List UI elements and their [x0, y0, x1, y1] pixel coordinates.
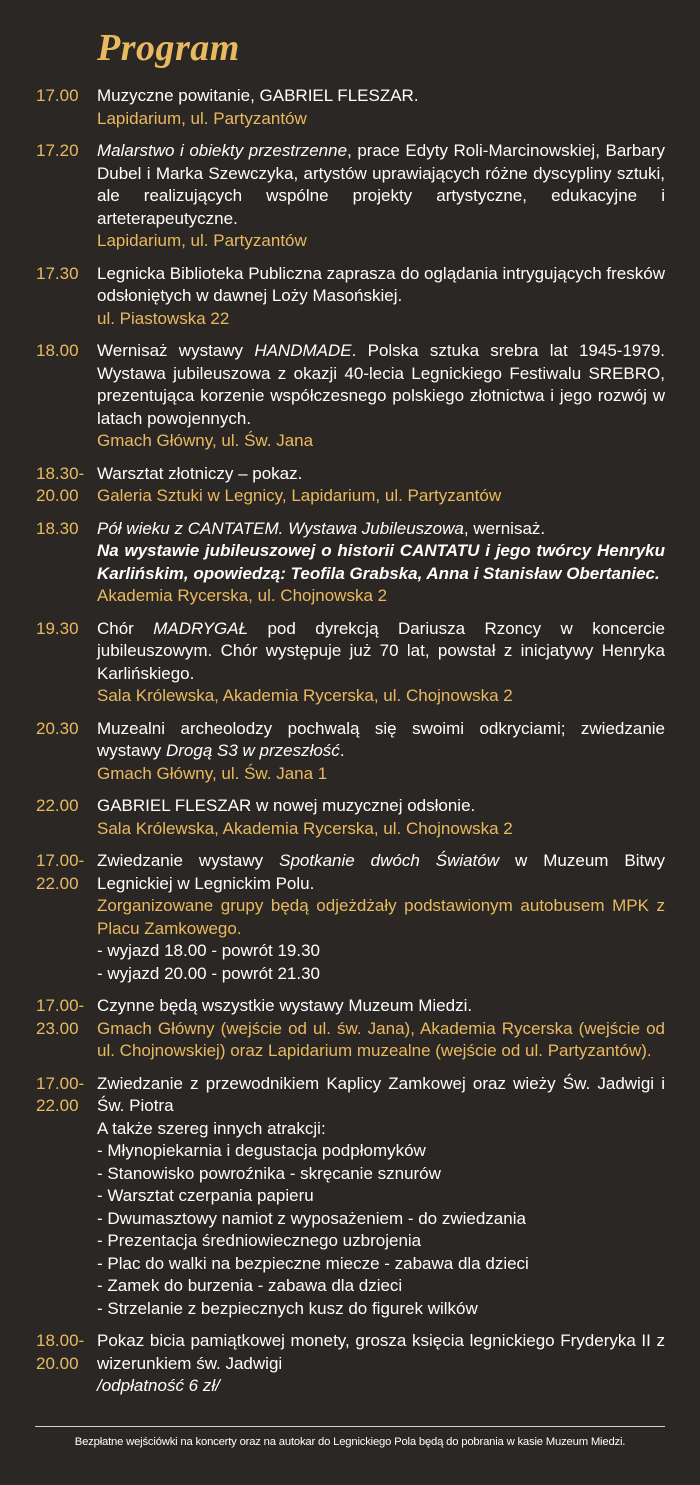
event-item — [0, 263, 700, 331]
event-item — [0, 518, 700, 608]
event-item — [0, 463, 700, 508]
event-location: Akademia Rycerska, ul. Chojnowska 2 — [97, 586, 388, 605]
event-description: Czynne będą wszystkie wystawy Muzeum Miedzi. — [97, 996, 473, 1015]
event-text: Chór — [97, 618, 154, 638]
event-time: 17.20 — [36, 141, 79, 160]
event-item — [0, 718, 700, 786]
event-time: 17.00- 22.00 — [36, 1073, 85, 1115]
event-item — [0, 995, 700, 1063]
event-item — [0, 618, 700, 708]
event-text: . — [339, 741, 345, 760]
event-time: 17.00 — [36, 86, 79, 105]
attraction-item: - Stanowisko powroźnika - skręcanie sznurów — [97, 1163, 441, 1183]
event-time: 19.30 — [36, 618, 79, 638]
attraction-item: - Warsztat czerpania papieru — [97, 1186, 314, 1205]
event-time: 22.00 — [36, 796, 79, 815]
event-description — [97, 618, 665, 686]
event-description: Warsztat złotniczy – pokaz. — [97, 463, 303, 483]
program-list — [0, 85, 700, 1408]
event-item — [0, 140, 700, 253]
event-description — [97, 518, 665, 541]
event-description — [97, 140, 665, 230]
event-location: Gmach Główny (wejście od ul. św. Jana), Akademia Rycerska (wejście od ul. Chojnowskiej) oraz Lapidarium muzealne (wejście od ul. Partyzantów). — [97, 1018, 665, 1060]
event-text: pod dyrekcją Dariusza Rzoncy w koncercie jubileuszowym. Chór występuje już 70 lat, powstał z inicjatywy Henryka Karlińskiego. — [97, 618, 665, 683]
event-location: Gmach Główny, ul. Św. Jana — [97, 431, 314, 450]
event-title-italic: HANDMADE — [254, 341, 352, 360]
attractions-intro: A także szereg innych atrakcji: — [97, 1118, 326, 1138]
event-location: Sala Królewska, Akademia Rycerska, ul. Chojnowska 2 — [97, 686, 513, 705]
event-text: . Polska sztuka srebra lat 1945-1979. Wystawa jubileuszowa z okazji 40-lecia Legnickiego Festiwalu SREBRO, prezentująca korzenie współczesnego polskiego złotnictwa i jego rozwój w latach powojennych. — [97, 341, 665, 428]
event-time: 18.30- 20.00 — [36, 463, 85, 505]
attraction-item: - Prezentacja średniowiecznego uzbrojenia — [97, 1231, 422, 1250]
attraction-item: - Plac do walki na bezpieczne miecze - zabawa dla dzieci — [97, 1253, 529, 1273]
event-item — [0, 795, 700, 840]
event-description: Muzyczne powitanie, GABRIEL FLESZAR. — [97, 86, 419, 105]
event-description: Zwiedzanie z przewodnikiem Kaplicy Zamkowej oraz wieży Św. Jadwigi i Św. Piotra — [97, 1073, 665, 1115]
event-title-italic: Drogą S3 w przeszłość — [165, 741, 340, 760]
event-text: Zwiedzanie wystawy — [97, 851, 280, 870]
attraction-item: - Dwumasztowy namiot z wyposażeniem - do zwiedzania — [97, 1208, 526, 1228]
event-item — [0, 1073, 700, 1321]
event-highlight: Na wystawie jubileuszowej o historii CANTATU i jego twórcy Henryku Karlińskim, opowiedzą: Teofila Grabska, Anna i Stanisław Obertaniec. — [97, 541, 665, 583]
event-title-italic: Pół wieku z CANTATEM. Wystawa Jubileuszowa — [97, 518, 464, 538]
event-item — [0, 340, 700, 453]
event-text: Muzealni archeolodzy pochwalą się swoimi odkryciami; zwiedzanie wystawy — [97, 718, 665, 760]
event-text: w Muzeum Bitwy Legnickiej w Legnickim Polu. — [97, 851, 665, 893]
event-time: 17.00- 22.00 — [36, 851, 85, 893]
footer-divider — [35, 1426, 665, 1427]
event-description: Legnicka Biblioteka Publiczna zaprasza do oglądania intrygujących fresków odsłoniętych w dawnej Loży Masońskiej. — [97, 263, 665, 305]
event-title-italic: Malarstwo i obiekty przestrzenne — [97, 141, 348, 160]
event-location: ul. Piastowska 22 — [97, 308, 230, 328]
event-item — [0, 1330, 700, 1398]
event-time: 18.00 — [36, 341, 79, 360]
event-text: , wernisaż. — [463, 518, 546, 538]
event-description: Pokaz bicia pamiątkowej monety, grosza księcia legnickiego Fryderyka II z wizerunkiem św. Jadwigi — [97, 1331, 665, 1373]
event-text: , prace Edyty Roli-Marcinowskiej, Barbary Dubel i Marka Szewczyka, artystów uprawiających różne dyscypliny sztuki, ale realizujących wspólne projekty artystyczne, edukacyjne i arteterapeutyczne. — [97, 141, 666, 228]
event-time: 17.30 — [36, 263, 79, 283]
attraction-item: - Strzelanie z bezpiecznych kusz do figurek wilków — [97, 1298, 478, 1318]
page-title: Program — [97, 27, 240, 69]
attraction-item: - Młynopiekarnia i degustacja podpłomyków — [97, 1141, 426, 1160]
event-time: 18.00- 20.00 — [36, 1331, 85, 1373]
departure-time: - wyjazd 20.00 - powrót 21.30 — [97, 963, 321, 983]
event-title-italic: MADRYGAŁ — [153, 618, 249, 638]
event-title-italic: Spotkanie dwóch Światów — [279, 851, 500, 870]
departure-time: - wyjazd 18.00 - powrót 19.30 — [97, 941, 321, 960]
event-location: Sala Królewska, Akademia Rycerska, ul. Chojnowska 2 — [97, 818, 513, 838]
footer-note: Bezpłatne wejściówki na koncerty oraz na autokar do Legnickiego Pola będą do pobrania w kasie Muzeum Miedzi. — [74, 1436, 626, 1448]
event-description — [97, 850, 665, 895]
event-item — [0, 85, 700, 130]
event-description — [97, 718, 665, 763]
event-description: GABRIEL FLESZAR w nowej muzycznej odsłonie. — [97, 796, 476, 815]
event-location: Lapidarium, ul. Partyzantów — [97, 231, 307, 250]
event-text: Wernisaż wystawy — [97, 341, 255, 360]
event-time: 20.30 — [36, 718, 79, 738]
event-location: Lapidarium, ul. Partyzantów — [97, 108, 307, 128]
event-location: Galeria Sztuki w Legnicy, Lapidarium, ul. Partyzantów — [97, 486, 502, 505]
attraction-item: - Zamek do burzenia - zabawa dla dzieci — [97, 1276, 403, 1295]
event-time: 18.30 — [36, 518, 79, 538]
event-item — [0, 850, 700, 985]
event-price: /odpłatność 6 zł/ — [97, 1376, 220, 1395]
event-location: Zorganizowane grupy będą odjeżdżały podstawionym autobusem MPK z Placu Zamkowego. — [97, 896, 665, 938]
event-description — [97, 340, 665, 430]
event-location: Gmach Główny, ul. Św. Jana 1 — [97, 763, 328, 783]
event-time: 17.00- 23.00 — [36, 996, 85, 1038]
